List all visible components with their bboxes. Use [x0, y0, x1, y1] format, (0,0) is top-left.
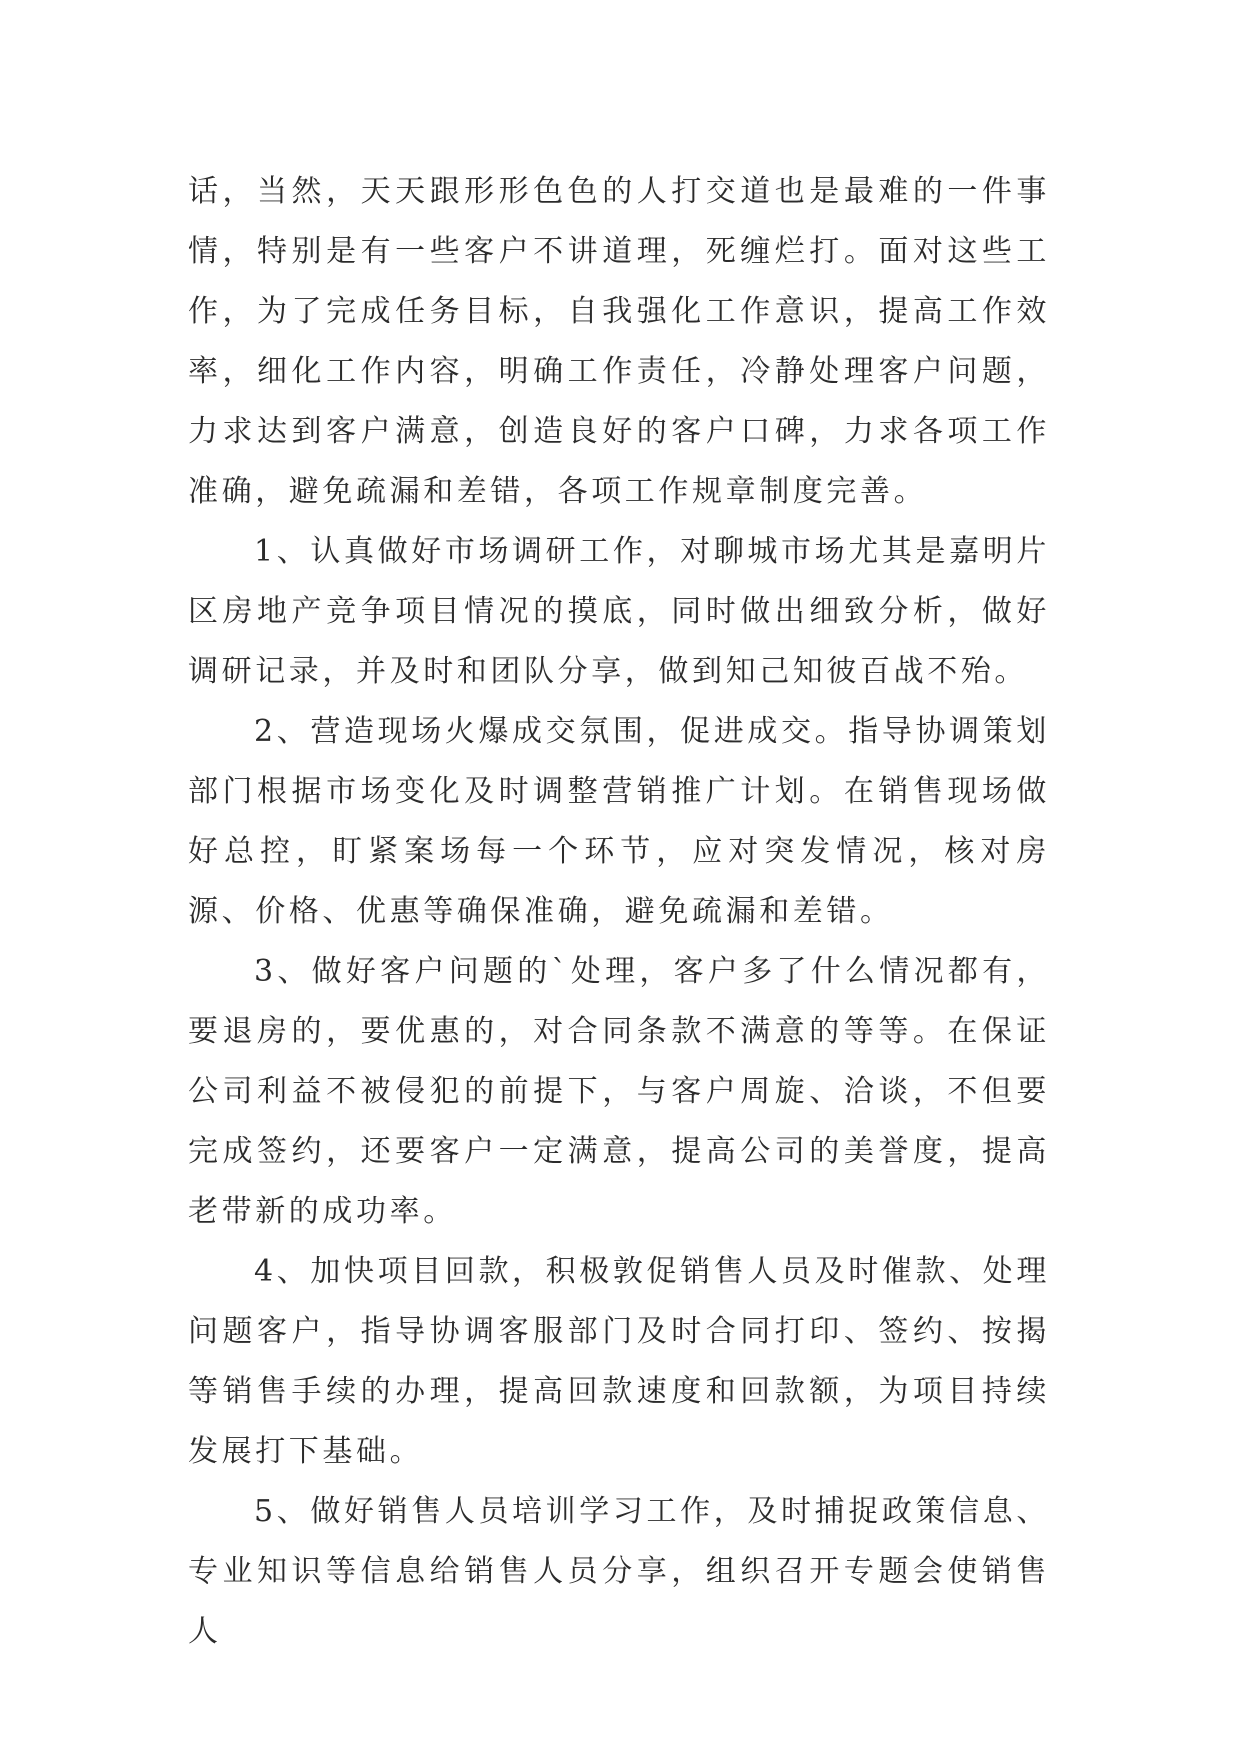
paragraph-item-3: 3、做好客户问题的`处理，客户多了什么情况都有，要退房的，要优惠的，对合同条款不满意的等等。在保证公司利益不被侵犯的前提下，与客户周旋、洽谈，不但要完成签约，还要客户一定满意，提高公司的美誉度，提高老带新的成功率。	[188, 954, 1050, 1229]
paragraph-item-1: 1、认真做好市场调研工作，对聊城市场尤其是嘉明片区房地产竞争项目情况的摸底，同时做出细致分析，做好调研记录，并及时和团队分享，做到知己知彼百战不殆。	[188, 534, 1050, 689]
paragraph-item-5: 5、做好销售人员培训学习工作，及时捕捉政策信息、专业知识等信息给销售人员分享，组织召开专题会使销售人	[188, 1494, 1050, 1649]
document-body	[188, 162, 1050, 1662]
paragraph-item-2: 2、营造现场火爆成交氛围，促进成交。指导协调策划部门根据市场变化及时调整营销推广计划。在销售现场做好总控，盯紧案场每一个环节，应对突发情况，核对房源、价格、优惠等确保准确，避免疏漏和差错。	[188, 714, 1050, 929]
paragraph-item-4: 4、加快项目回款，积极敦促销售人员及时催款、处理问题客户，指导协调客服部门及时合同打印、签约、按揭等销售手续的办理，提高回款速度和回款额，为项目持续发展打下基础。	[188, 1254, 1050, 1469]
paragraph-continuation: 话，当然，天天跟形形色色的人打交道也是最难的一件事情，特别是有一些客户不讲道理，死缠烂打。面对这些工作，为了完成任务目标，自我强化工作意识，提高工作效率，细化工作内容，明确工作责任，冷静处理客户问题，力求达到客户满意，创造良好的客户口碑，力求各项工作准确，避免疏漏和差错，各项工作规章制度完善。	[188, 174, 1050, 509]
